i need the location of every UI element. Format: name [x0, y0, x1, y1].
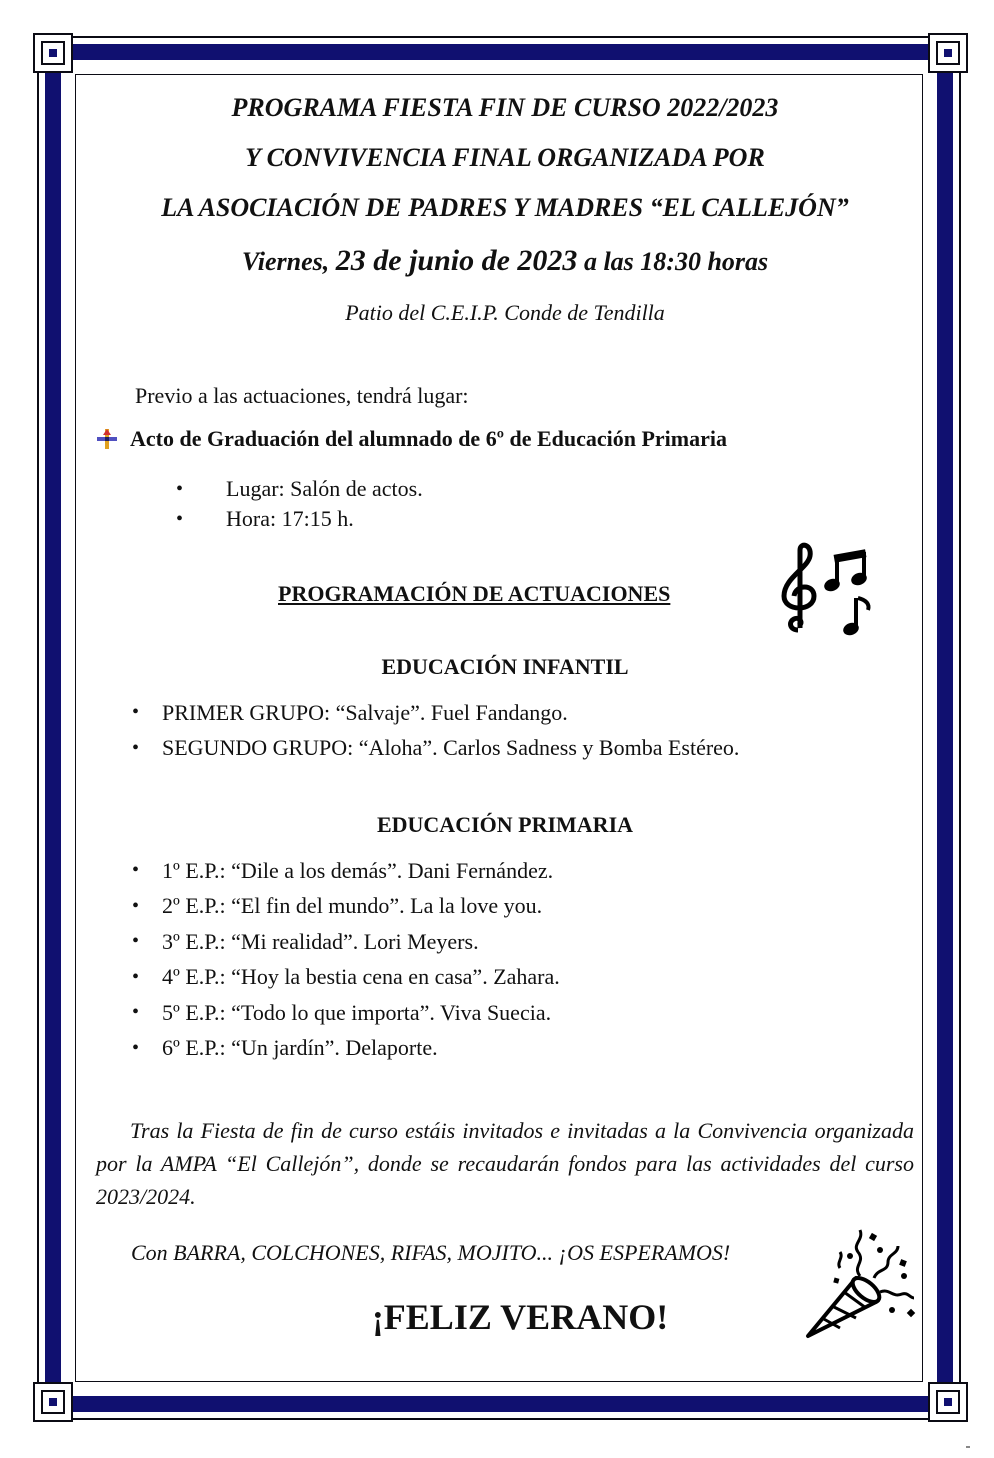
scan-mark	[966, 1446, 970, 1448]
arrow-bullet-icon	[96, 428, 118, 450]
infantil-list	[132, 695, 739, 766]
bullet: •	[132, 701, 140, 724]
list-item-text: 2º E.P.: “El fin del mundo”. La la love you.	[162, 893, 543, 919]
list-item-text: PRIMER GRUPO: “Salvaje”. Fuel Fandango.	[162, 699, 568, 725]
bullet: •	[132, 965, 140, 988]
list-item-text: SEGUNDO GRUPO: “Aloha”. Carlos Sadness y Bomba Estéreo.	[162, 735, 740, 761]
list-item-text: 3º E.P.: “Mi realidad”. Lori Meyers.	[162, 928, 479, 954]
list-item	[132, 731, 739, 767]
list-item	[132, 695, 739, 731]
title-line-2: Y CONVIVENCIA FINAL ORGANIZADA POR	[245, 143, 765, 172]
title-line-1: PROGRAMA FIESTA FIN DE CURSO 2022/2023	[231, 93, 779, 122]
list-item	[132, 853, 560, 889]
bullet: •	[176, 477, 184, 500]
list-item	[132, 995, 560, 1031]
primaria-list	[132, 853, 560, 1066]
program-title: PROGRAMACIÓN DE ACTUACIONES	[278, 581, 671, 606]
graduation-heading	[96, 426, 727, 452]
list-item-text: 5º E.P.: “Todo lo que importa”. Viva Suecia.	[162, 999, 552, 1025]
bullet: •	[132, 1001, 140, 1024]
intro-text: Previo a las actuaciones, tendrá lugar:	[135, 383, 469, 408]
bullet: •	[132, 930, 140, 953]
bullet: •	[132, 736, 140, 759]
event-venue: Patio del C.E.I.P. Conde de Tendilla	[345, 300, 665, 325]
date-prefix: Viernes,	[241, 247, 336, 276]
graduation-details	[176, 474, 423, 534]
bullet: •	[132, 894, 140, 917]
infantil-heading: EDUCACIÓN INFANTIL	[381, 654, 629, 679]
detail-time: Hora: 17:15 h.	[226, 506, 354, 531]
primaria-heading: EDUCACIÓN PRIMARIA	[376, 812, 634, 837]
party-popper-icon	[800, 1218, 920, 1344]
event-date	[0, 244, 994, 278]
list-item	[176, 504, 423, 534]
list-item-text: 6º E.P.: “Un jardín”. Delaporte.	[162, 1035, 438, 1061]
farewell-title: ¡FELIZ VERANO!	[371, 1297, 669, 1337]
music-notes-icon	[776, 540, 876, 640]
date-suffix: a las 18:30 horas	[577, 247, 769, 276]
list-item	[132, 889, 560, 925]
list-item-text: 4º E.P.: “Hoy la bestia cena en casa”. Zahara.	[162, 964, 560, 990]
bullet: •	[132, 859, 140, 882]
graduation-title: Acto de Graduación del alumnado de 6º de Educación Primaria	[130, 426, 727, 451]
list-item-text: 1º E.P.: “Dile a los demás”. Dani Fernández.	[162, 857, 554, 883]
list-item	[132, 1031, 560, 1067]
list-item	[132, 960, 560, 996]
date-main: 23 de junio de 2023	[335, 244, 578, 277]
bullet: •	[132, 1036, 140, 1059]
closing-paragraph: Tras la Fiesta de fin de curso estáis invitados e invitadas a la Convivencia organizada por la AMPA “El Callejón”, donde se recaudarán fondos para las actividades del curso 2023/2024.	[96, 1118, 914, 1209]
title-line-3: LA ASOCIACIÓN DE PADRES Y MADRES “EL CALLEJÓN”	[161, 193, 849, 222]
list-item	[132, 924, 560, 960]
bullet: •	[176, 507, 184, 530]
list-item	[176, 474, 423, 504]
closing-barra: Con BARRA, COLCHONES, RIFAS, MOJITO... ¡OS ESPERAMOS!	[131, 1240, 731, 1265]
detail-place: Lugar: Salón de actos.	[226, 476, 423, 501]
